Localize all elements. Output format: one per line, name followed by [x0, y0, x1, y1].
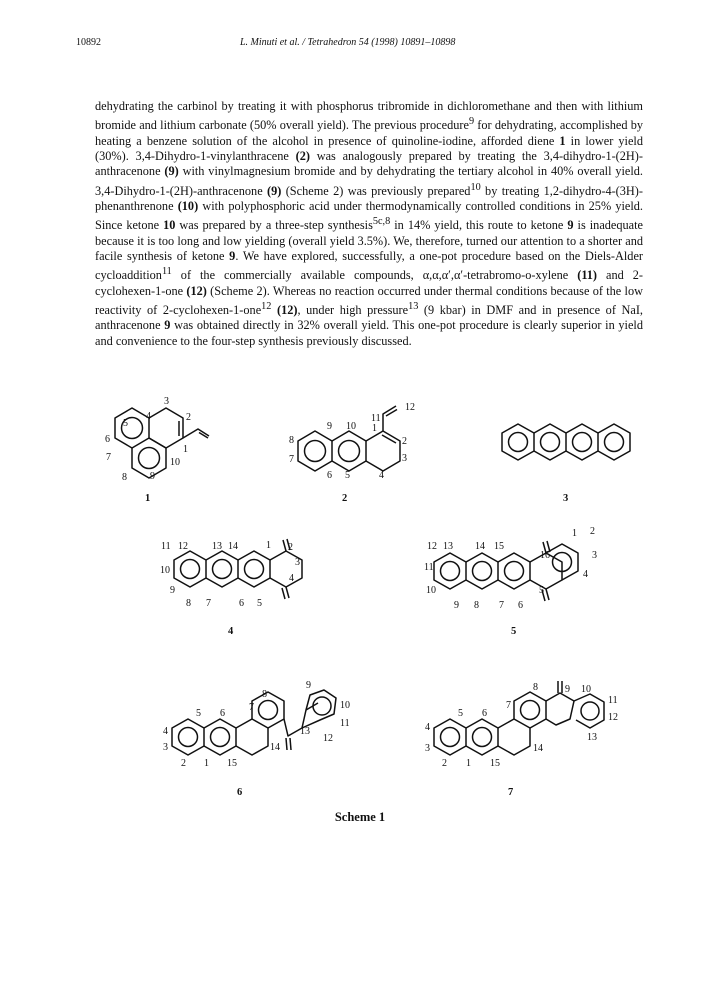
compound-7-numbering — [425, 682, 618, 798]
reference-number: 11 — [161, 266, 172, 278]
compound-ref: (9) — [164, 164, 179, 179]
compound-number-5: 5 — [511, 626, 517, 637]
text-run: (Scheme 2). Whereas no reaction occurred under thermal conditions because of the low reactivity of 2-cyclohexen-1-one — [95, 283, 643, 318]
atom-number: 13 — [443, 541, 453, 552]
compound-5-structure — [434, 541, 578, 601]
reference-number: 10 — [470, 181, 481, 193]
atom-number: 6 — [482, 708, 487, 719]
compound-ref: (9) — [267, 183, 282, 198]
atom-number: 9 — [306, 680, 311, 691]
compound-6-structure — [172, 690, 336, 755]
atom-number: 8 — [474, 600, 479, 611]
atom-number: 8 — [289, 435, 294, 446]
text-run: was analogously prepared by treating the 3,4-dihydro-1-(2H)-anthracenone — [95, 148, 643, 179]
text-run: dehydrating the carbinol by treating it with phosphorus tribromide in dichloromethane and then with lithium bromide and lithium carbonate (50% overall yield). The previous procedure — [95, 99, 643, 133]
reference-number: 12 — [261, 300, 272, 312]
compound-ref: 10 — [163, 218, 176, 233]
atom-number: 14 — [270, 742, 280, 753]
atom-number: 8 — [122, 472, 127, 483]
atom-number: 8 — [186, 598, 191, 609]
atom-number: 2 — [288, 542, 293, 553]
atom-number: 15 — [227, 758, 237, 769]
reference-number: 5c,8 — [372, 216, 391, 228]
atom-number: 13 — [212, 541, 222, 552]
atom-number: 11 — [371, 413, 381, 424]
text-run: (9 kbar) in DMF and in presence of NaI, anthracenone — [95, 303, 643, 333]
atom-number: 5 — [123, 418, 128, 429]
compound-ref: 9 — [229, 248, 236, 263]
atom-number: 3 — [425, 743, 430, 754]
atom-number: 4 — [425, 722, 430, 733]
atom-number: 7 — [106, 452, 111, 463]
atom-number: 5 — [196, 708, 201, 719]
atom-number: 12 — [405, 402, 415, 413]
compound-number-6: 6 — [237, 787, 243, 798]
atom-number: 12 — [427, 541, 437, 552]
atom-number: 4 — [583, 569, 588, 580]
compound-ref: 9 — [164, 318, 171, 333]
compound-1-numbering — [105, 396, 191, 504]
atom-number: 1 — [466, 758, 471, 769]
atom-number: 11 — [161, 541, 171, 552]
atom-number: 9 — [565, 684, 570, 695]
atom-number: 9 — [454, 600, 459, 611]
atom-number: 1 — [204, 758, 209, 769]
atom-number: 9 — [327, 421, 332, 432]
atom-number: 4 — [379, 470, 384, 481]
atom-number: 1 — [183, 444, 188, 455]
compound-2-structure — [298, 406, 400, 471]
atom-number: 10 — [160, 565, 170, 576]
atom-number: 12 — [323, 733, 333, 744]
text-run: in 14% yield, this route to ketone — [390, 218, 568, 233]
compound-2-numbering — [289, 402, 415, 504]
atom-number: 15 — [490, 758, 500, 769]
compound-ref: (12) — [186, 283, 207, 298]
atom-number: 11 — [340, 718, 350, 729]
atom-number: 4 — [163, 726, 168, 737]
atom-number: 7 — [206, 598, 211, 609]
text-run: and 2-cyclohexen-1-one — [95, 268, 643, 298]
atom-number: 15 — [494, 541, 504, 552]
atom-number: 6 — [105, 434, 110, 445]
atom-number: 2 — [181, 758, 186, 769]
text-run: , under high pressure — [297, 303, 409, 318]
atom-number: 3 — [402, 453, 407, 464]
atom-number: 1 — [372, 423, 377, 434]
atom-number: 9 — [150, 471, 155, 482]
text-run: . We have explored, successfully, a one-pot procedure based on the Diels-Alder cycloaddition — [95, 248, 643, 283]
atom-number: 11 — [424, 562, 434, 573]
page-number: 10892 — [76, 37, 101, 48]
atom-number: 7 — [289, 454, 294, 465]
atom-number: 14 — [228, 541, 238, 552]
text-run: in lower yield (30%). 3,4-Dihydro-1-vinylanthracene — [95, 133, 643, 163]
atom-number: 6 — [239, 598, 244, 609]
atom-number: 2 — [442, 758, 447, 769]
atom-number: 3 — [295, 557, 300, 568]
atom-number: 10 — [581, 684, 591, 695]
compound-number-2: 2 — [342, 493, 348, 504]
text-run: by treating 1,2-dihydro-4-(3H)-phenanthrenone — [95, 183, 643, 213]
atom-number: 6 — [518, 600, 523, 611]
text-run: was obtained directly in 32% overall yield. This one-pot procedure is clearly superior in yield and convenience to the four-step synthesis previously discussed. — [95, 318, 643, 348]
compound-3-structure — [502, 424, 630, 504]
atom-number: 3 — [592, 550, 597, 561]
atom-number: 12 — [178, 541, 188, 552]
atom-number: 5 — [345, 470, 350, 481]
atom-number: 14 — [533, 743, 543, 754]
compound-ref: 9 — [567, 218, 574, 233]
atom-number: 10 — [170, 457, 180, 468]
text-run: is inadequate because it is too long and low yielding (overall yield 3.5%). We, therefore, turned our attention to a shorter and facile synthesis of ketone — [95, 218, 644, 263]
compound-ref: (12) — [276, 303, 298, 318]
atom-number: 4 — [146, 411, 151, 422]
reference-number: 9 — [468, 116, 475, 128]
atom-number: 5 — [257, 598, 262, 609]
atom-number: 1 — [572, 528, 577, 539]
text-run: was prepared by a three-step synthesis — [175, 218, 373, 233]
compound-ref: 1 — [559, 133, 566, 148]
compound-number-3: 3 — [563, 493, 569, 504]
atom-number: 2 — [590, 526, 595, 537]
text-run: (Scheme 2) was previously prepared — [281, 183, 471, 198]
compound-1-structure — [115, 408, 209, 478]
atom-number: 3 — [164, 396, 169, 407]
atom-number: 10 — [340, 700, 350, 711]
compound-number-1: 1 — [145, 493, 151, 504]
atom-number: 16 — [540, 550, 550, 561]
atom-number: 8 — [533, 682, 538, 693]
compound-number-7: 7 — [508, 787, 514, 798]
text-run: for dehydrating, accomplished by heating a benzene solution of the alcohol in presence of quinoline-iodine, afforded diene — [95, 118, 643, 148]
atom-number: 9 — [170, 585, 175, 596]
scheme-caption: Scheme 1 — [334, 810, 386, 824]
atom-number: 6 — [327, 470, 332, 481]
atom-number: 10 — [426, 585, 436, 596]
compound-ref: (10) — [177, 198, 199, 213]
atom-number: 13 — [587, 732, 597, 743]
text-run: with polyphosphoric acid under thermodynamically controlled conditions in 25% yield. Since ketone — [95, 198, 643, 233]
atom-number: 12 — [608, 712, 618, 723]
reference-number: 13 — [408, 300, 419, 312]
journal-citation: L. Minuti et al. / Tetrahedron 54 (1998) 10891–10898 — [240, 37, 456, 48]
atom-number: 6 — [220, 708, 225, 719]
atom-number: 7 — [499, 600, 504, 611]
compound-5-numbering — [424, 526, 597, 637]
atom-number: 5 — [539, 585, 544, 596]
atom-number: 13 — [300, 726, 310, 737]
atom-number: 5 — [458, 708, 463, 719]
atom-number: 2 — [402, 436, 407, 447]
compound-4-structure — [174, 539, 302, 599]
atom-number: 8 — [262, 689, 267, 700]
atom-number: 10 — [346, 421, 356, 432]
compound-number-4: 4 — [228, 626, 234, 637]
text-run: with vinylmagnesium bromide and by dehydrating the tertiary alcohol in 40% overall yield. 3,4-Dihydro-1-(2H)-anthracenone — [95, 164, 643, 198]
atom-number: 7 — [506, 700, 511, 711]
atom-number: 7 — [249, 702, 254, 713]
compound-ref: (2) — [295, 148, 310, 163]
atom-number: 11 — [608, 695, 618, 706]
text-run: of the commercially available compounds, α,α,α′,α′-tetrabromo-o-xylene — [171, 268, 578, 283]
atom-number: 2 — [186, 412, 191, 423]
atom-number: 1 — [266, 540, 271, 551]
compound-ref: (11) — [577, 268, 598, 283]
atom-number: 14 — [475, 541, 485, 552]
atom-number: 3 — [163, 742, 168, 753]
atom-number: 4 — [289, 573, 294, 584]
